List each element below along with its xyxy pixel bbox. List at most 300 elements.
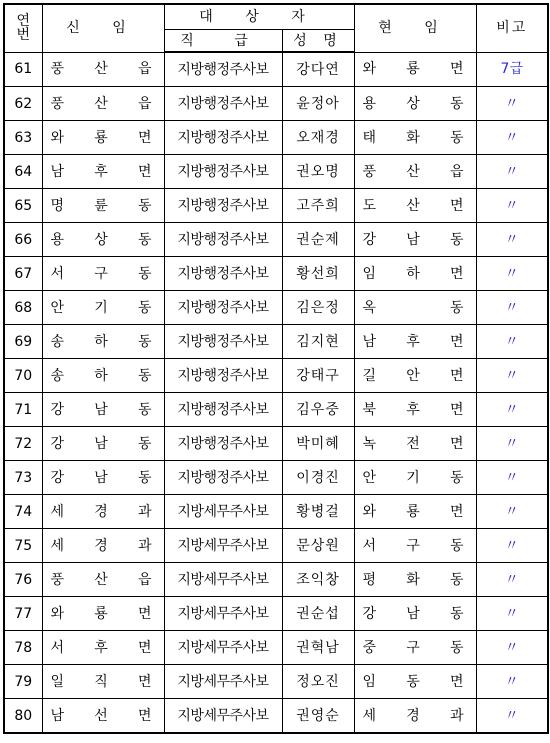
current-post-char: 동: [449, 95, 464, 112]
current-post-char: 와: [362, 503, 377, 520]
name-cell: 김지현: [282, 325, 354, 359]
name-cell: 황병걸: [282, 495, 354, 529]
name-cell: 강다연: [282, 52, 354, 87]
grade-cell: 지방행정주사보: [164, 121, 282, 155]
current-post-text: [355, 403, 476, 417]
serial-number-cell: 78: [4, 631, 42, 665]
new-post-char: 읍: [137, 571, 152, 588]
note-cell: 〃: [476, 665, 548, 699]
table-row: [4, 121, 548, 155]
current-post-char: 동: [406, 673, 420, 690]
name-cell: 이경진: [282, 461, 354, 495]
current-post-cell: [354, 359, 476, 393]
current-post-char: 와: [362, 61, 377, 78]
new-post-char: 동: [137, 265, 152, 282]
new-post-char: 구: [94, 265, 108, 282]
current-post-char: 강: [362, 231, 377, 248]
new-post-cell: [42, 87, 164, 121]
current-post-char: 길: [362, 367, 377, 384]
current-post-text: [355, 131, 476, 145]
current-post-char: 동: [449, 469, 464, 486]
current-post-char: 구: [406, 537, 420, 554]
new-post-char: 남: [94, 469, 108, 486]
grade-cell: 지방세무주사보: [164, 495, 282, 529]
serial-number-cell: 77: [4, 597, 42, 631]
grade-cell: 지방행정주사보: [164, 291, 282, 325]
new-post-text: [43, 709, 164, 723]
new-post-char: 경: [94, 537, 108, 554]
name-cell: 권오명: [282, 155, 354, 189]
current-post-char: 면: [449, 61, 464, 78]
table-row: [4, 189, 548, 223]
new-post-char: 룡: [94, 605, 108, 622]
current-post-char: 후: [406, 333, 420, 350]
new-post-char: 동: [137, 231, 152, 248]
new-post-char: 기: [94, 299, 108, 316]
current-post-char: 북: [362, 401, 377, 418]
current-post-char: 옥: [362, 299, 377, 316]
current-post-text: [355, 573, 476, 587]
new-post-char: 동: [137, 367, 152, 384]
header-target-person: 대 상 자: [164, 4, 354, 30]
new-post-char: 면: [137, 673, 152, 690]
new-post-char: 읍: [137, 95, 152, 112]
new-post-char: 읍: [137, 61, 152, 78]
current-post-char: 산: [406, 163, 420, 180]
new-post-char: 풍: [50, 61, 65, 78]
header-grade: 직 급: [164, 30, 282, 53]
new-post-char: 산: [94, 571, 108, 588]
current-post-cell: [354, 563, 476, 597]
new-post-char: 면: [137, 707, 152, 724]
new-post-cell: [42, 223, 164, 257]
new-post-text: [43, 369, 164, 383]
new-post-text: [43, 165, 164, 179]
current-post-text: [355, 369, 476, 383]
name-cell: 황선희: [282, 257, 354, 291]
grade-cell: 지방세무주사보: [164, 597, 282, 631]
new-post-char: 풍: [50, 571, 65, 588]
new-post-text: [43, 97, 164, 111]
new-post-char: 산: [94, 61, 108, 78]
new-post-char: 남: [50, 163, 65, 180]
table-row: [4, 155, 548, 189]
header-serial-number-line2: 번: [16, 27, 31, 44]
new-post-char: 송: [50, 333, 65, 350]
new-post-text: [43, 607, 164, 621]
note-cell: 〃: [476, 597, 548, 631]
current-post-cell: [354, 427, 476, 461]
current-post-char: 후: [406, 401, 420, 418]
new-post-char: 하: [94, 333, 108, 350]
current-post-text: [355, 199, 476, 213]
serial-number-cell: 67: [4, 257, 42, 291]
header-note: 비고: [476, 4, 548, 52]
new-post-char: 명: [50, 197, 65, 214]
new-post-char: 과: [137, 503, 152, 520]
current-post-cell: [354, 223, 476, 257]
new-post-text: [43, 641, 164, 655]
name-cell: 김은정: [282, 291, 354, 325]
serial-number-cell: 66: [4, 223, 42, 257]
note-cell: 〃: [476, 699, 548, 734]
current-post-text: [355, 165, 476, 179]
current-post-cell: [354, 461, 476, 495]
current-post-char: 면: [449, 401, 464, 418]
current-post-text: [355, 301, 476, 315]
current-post-char: 임: [362, 265, 377, 282]
current-post-cell: [354, 52, 476, 87]
serial-number-cell: 80: [4, 699, 42, 734]
note-cell: 〃: [476, 529, 548, 563]
name-cell: 김우중: [282, 393, 354, 427]
new-post-text: [43, 539, 164, 553]
table-row: [4, 529, 548, 563]
current-post-char: 면: [449, 435, 464, 452]
new-post-char: 세: [50, 537, 65, 554]
name-cell: 권순제: [282, 223, 354, 257]
new-post-text: [43, 471, 164, 485]
new-post-char: 일: [50, 673, 65, 690]
grade-cell: 지방행정주사보: [164, 325, 282, 359]
name-cell: 박미혜: [282, 427, 354, 461]
current-post-char: 중: [362, 639, 377, 656]
table-row: [4, 597, 548, 631]
new-post-cell: [42, 461, 164, 495]
table-row: [4, 461, 548, 495]
current-post-char: 화: [406, 571, 420, 588]
new-post-cell: [42, 121, 164, 155]
new-post-text: [43, 675, 164, 689]
name-cell: 문상원: [282, 529, 354, 563]
new-post-char: 강: [50, 435, 65, 452]
grade-cell: 지방행정주사보: [164, 359, 282, 393]
current-post-char: 도: [362, 197, 377, 214]
current-post-cell: [354, 87, 476, 121]
new-post-char: 안: [50, 299, 65, 316]
new-post-cell: [42, 52, 164, 87]
new-post-char: 직: [94, 673, 108, 690]
name-cell: 강태구: [282, 359, 354, 393]
note-cell: 7급: [476, 52, 548, 87]
new-post-cell: [42, 155, 164, 189]
current-post-char: 용: [362, 95, 377, 112]
note-cell: 〃: [476, 461, 548, 495]
note-cell: 〃: [476, 359, 548, 393]
current-post-cell: [354, 529, 476, 563]
current-post-text: [355, 97, 476, 111]
grade-cell: 지방행정주사보: [164, 52, 282, 87]
new-post-text: [43, 233, 164, 247]
new-post-char: 송: [50, 367, 65, 384]
new-post-char: 후: [94, 639, 108, 656]
new-post-text: [43, 403, 164, 417]
new-post-cell: [42, 699, 164, 734]
new-post-char: 동: [137, 435, 152, 452]
grade-cell: 지방행정주사보: [164, 87, 282, 121]
grade-cell: 지방세무주사보: [164, 563, 282, 597]
name-cell: 고주희: [282, 189, 354, 223]
table-row: [4, 393, 548, 427]
current-post-char: 동: [449, 129, 464, 146]
grade-cell: 지방세무주사보: [164, 631, 282, 665]
current-post-char: 동: [449, 605, 464, 622]
note-cell: 〃: [476, 155, 548, 189]
new-post-char: 와: [50, 605, 65, 622]
note-cell: 〃: [476, 257, 548, 291]
table-row: [4, 257, 548, 291]
grade-cell: 지방행정주사보: [164, 393, 282, 427]
note-cell: 〃: [476, 427, 548, 461]
current-post-char: 태: [362, 129, 377, 146]
serial-number-cell: 79: [4, 665, 42, 699]
name-cell: 정오진: [282, 665, 354, 699]
grade-cell: 지방행정주사보: [164, 461, 282, 495]
current-post-char: 평: [362, 571, 377, 588]
current-post-text: [355, 233, 476, 247]
header-new-post: 신 임: [42, 4, 164, 52]
note-cell: 〃: [476, 121, 548, 155]
grade-cell: 지방행정주사보: [164, 427, 282, 461]
current-post-char: 읍: [449, 163, 464, 180]
serial-number-cell: 73: [4, 461, 42, 495]
serial-number-cell: 68: [4, 291, 42, 325]
new-post-char: 경: [94, 503, 108, 520]
grade-cell: 지방세무주사보: [164, 665, 282, 699]
header-current-post: 현 임: [354, 4, 476, 52]
current-post-text: [355, 641, 476, 655]
current-post-char: 하: [406, 265, 420, 282]
new-post-cell: [42, 563, 164, 597]
current-post-text: [355, 62, 476, 76]
current-post-char: 경: [406, 707, 420, 724]
current-post-char: 동: [449, 571, 464, 588]
grade-cell: 지방행정주사보: [164, 189, 282, 223]
new-post-char: 남: [50, 707, 65, 724]
new-post-char: 서: [50, 265, 65, 282]
current-post-char: 풍: [362, 163, 377, 180]
name-cell: 권순섭: [282, 597, 354, 631]
current-post-char: 룡: [406, 61, 420, 78]
new-post-char: 면: [137, 605, 152, 622]
note-cell: 〃: [476, 291, 548, 325]
current-post-text: [355, 437, 476, 451]
grade-cell: 지방행정주사보: [164, 223, 282, 257]
new-post-char: 선: [94, 707, 108, 724]
name-cell: 권영순: [282, 699, 354, 734]
grade-cell: 지방행정주사보: [164, 155, 282, 189]
current-post-char: 산: [406, 197, 420, 214]
current-post-text: [355, 709, 476, 723]
current-post-text: [355, 267, 476, 281]
new-post-char: 와: [50, 129, 65, 146]
new-post-text: [43, 573, 164, 587]
serial-number-cell: 71: [4, 393, 42, 427]
table-row: [4, 291, 548, 325]
note-cell: 〃: [476, 223, 548, 257]
table-row: [4, 699, 548, 734]
current-post-char: 임: [362, 673, 377, 690]
new-post-cell: [42, 665, 164, 699]
new-post-cell: [42, 427, 164, 461]
current-post-text: [355, 675, 476, 689]
new-post-char: 면: [137, 129, 152, 146]
table-row: [4, 563, 548, 597]
current-post-char: 동: [449, 231, 464, 248]
new-post-cell: [42, 257, 164, 291]
current-post-cell: [354, 291, 476, 325]
current-post-char: 면: [449, 367, 464, 384]
note-cell: 〃: [476, 325, 548, 359]
current-post-char: 기: [406, 469, 420, 486]
new-post-char: 과: [137, 537, 152, 554]
new-post-char: 동: [137, 469, 152, 486]
new-post-char: 륜: [94, 197, 108, 214]
current-post-char: 면: [449, 673, 464, 690]
note-cell: 〃: [476, 495, 548, 529]
serial-number-cell: 74: [4, 495, 42, 529]
grade-cell: 지방행정주사보: [164, 257, 282, 291]
name-cell: 오재경: [282, 121, 354, 155]
name-cell: 윤정아: [282, 87, 354, 121]
new-post-char: 동: [137, 401, 152, 418]
current-post-cell: [354, 495, 476, 529]
serial-number-cell: 69: [4, 325, 42, 359]
new-post-char: 후: [94, 163, 108, 180]
current-post-cell: [354, 393, 476, 427]
new-post-text: [43, 335, 164, 349]
current-post-char: 면: [449, 197, 464, 214]
table-row: [4, 665, 548, 699]
note-cell: 〃: [476, 393, 548, 427]
current-post-char: 과: [449, 707, 464, 724]
new-post-char: 상: [94, 231, 108, 248]
new-post-text: [43, 437, 164, 451]
current-post-char: 남: [406, 605, 420, 622]
new-post-char: 남: [94, 401, 108, 418]
current-post-char: 룡: [406, 503, 420, 520]
note-cell: 〃: [476, 189, 548, 223]
current-post-cell: [354, 121, 476, 155]
new-post-char: 풍: [50, 95, 65, 112]
current-post-cell: [354, 189, 476, 223]
table-row: [4, 427, 548, 461]
current-post-text: [355, 539, 476, 553]
new-post-cell: [42, 189, 164, 223]
table-row: [4, 52, 548, 87]
new-post-char: 세: [50, 503, 65, 520]
new-post-text: [43, 199, 164, 213]
new-post-cell: [42, 325, 164, 359]
new-post-cell: [42, 631, 164, 665]
current-post-cell: [354, 699, 476, 734]
current-post-char: 안: [406, 367, 420, 384]
serial-number-cell: 62: [4, 87, 42, 121]
current-post-text: [355, 335, 476, 349]
new-post-char: 남: [94, 435, 108, 452]
current-post-char: 남: [406, 231, 420, 248]
new-post-text: [43, 505, 164, 519]
new-post-char: 면: [137, 639, 152, 656]
new-post-cell: [42, 529, 164, 563]
new-post-cell: [42, 597, 164, 631]
current-post-cell: [354, 631, 476, 665]
table-row: [4, 325, 548, 359]
serial-number-cell: 76: [4, 563, 42, 597]
header-name: 성 명: [282, 30, 354, 53]
serial-number-cell: 72: [4, 427, 42, 461]
serial-number-cell: 64: [4, 155, 42, 189]
new-post-char: 동: [137, 197, 152, 214]
new-post-cell: [42, 495, 164, 529]
note-cell: 〃: [476, 87, 548, 121]
current-post-char: 동: [449, 639, 464, 656]
new-post-text: [43, 301, 164, 315]
new-post-cell: [42, 291, 164, 325]
new-post-char: 용: [50, 231, 65, 248]
table-row: [4, 223, 548, 257]
current-post-cell: [354, 665, 476, 699]
current-post-text: [355, 505, 476, 519]
new-post-cell: [42, 393, 164, 427]
header-serial-number: [4, 4, 42, 52]
current-post-char: 녹: [362, 435, 377, 452]
note-cell: 〃: [476, 631, 548, 665]
serial-number-cell: 61: [4, 52, 42, 87]
current-post-char: 면: [449, 265, 464, 282]
table-header: [4, 4, 548, 52]
new-post-char: 룡: [94, 129, 108, 146]
table-row: [4, 495, 548, 529]
current-post-char: 상: [406, 95, 420, 112]
current-post-char: 서: [362, 537, 377, 554]
personnel-transfer-table: [3, 3, 549, 734]
name-cell: 권혁남: [282, 631, 354, 665]
serial-number-cell: 65: [4, 189, 42, 223]
current-post-char: 안: [362, 469, 377, 486]
current-post-char: 면: [449, 503, 464, 520]
new-post-char: 동: [137, 333, 152, 350]
current-post-text: [355, 471, 476, 485]
current-post-cell: [354, 155, 476, 189]
new-post-char: 하: [94, 367, 108, 384]
header-serial-number-line1: 연: [16, 13, 31, 30]
current-post-char: 남: [362, 333, 377, 350]
table-row: [4, 631, 548, 665]
current-post-text: [355, 607, 476, 621]
current-post-char: 강: [362, 605, 377, 622]
new-post-text: [43, 62, 164, 76]
serial-number-cell: 70: [4, 359, 42, 393]
new-post-char: 동: [137, 299, 152, 316]
current-post-char: 동: [449, 537, 464, 554]
new-post-text: [43, 267, 164, 281]
current-post-char: 동: [449, 299, 464, 316]
current-post-char: 구: [406, 639, 420, 656]
serial-number-cell: 75: [4, 529, 42, 563]
current-post-char: 세: [362, 707, 377, 724]
current-post-char: 전: [406, 435, 420, 452]
new-post-cell: [42, 359, 164, 393]
new-post-char: 강: [50, 469, 65, 486]
new-post-char: 면: [137, 163, 152, 180]
new-post-text: [43, 131, 164, 145]
current-post-cell: [354, 325, 476, 359]
new-post-char: 산: [94, 95, 108, 112]
table-row: [4, 359, 548, 393]
current-post-char: 화: [406, 129, 420, 146]
note-cell: 〃: [476, 563, 548, 597]
